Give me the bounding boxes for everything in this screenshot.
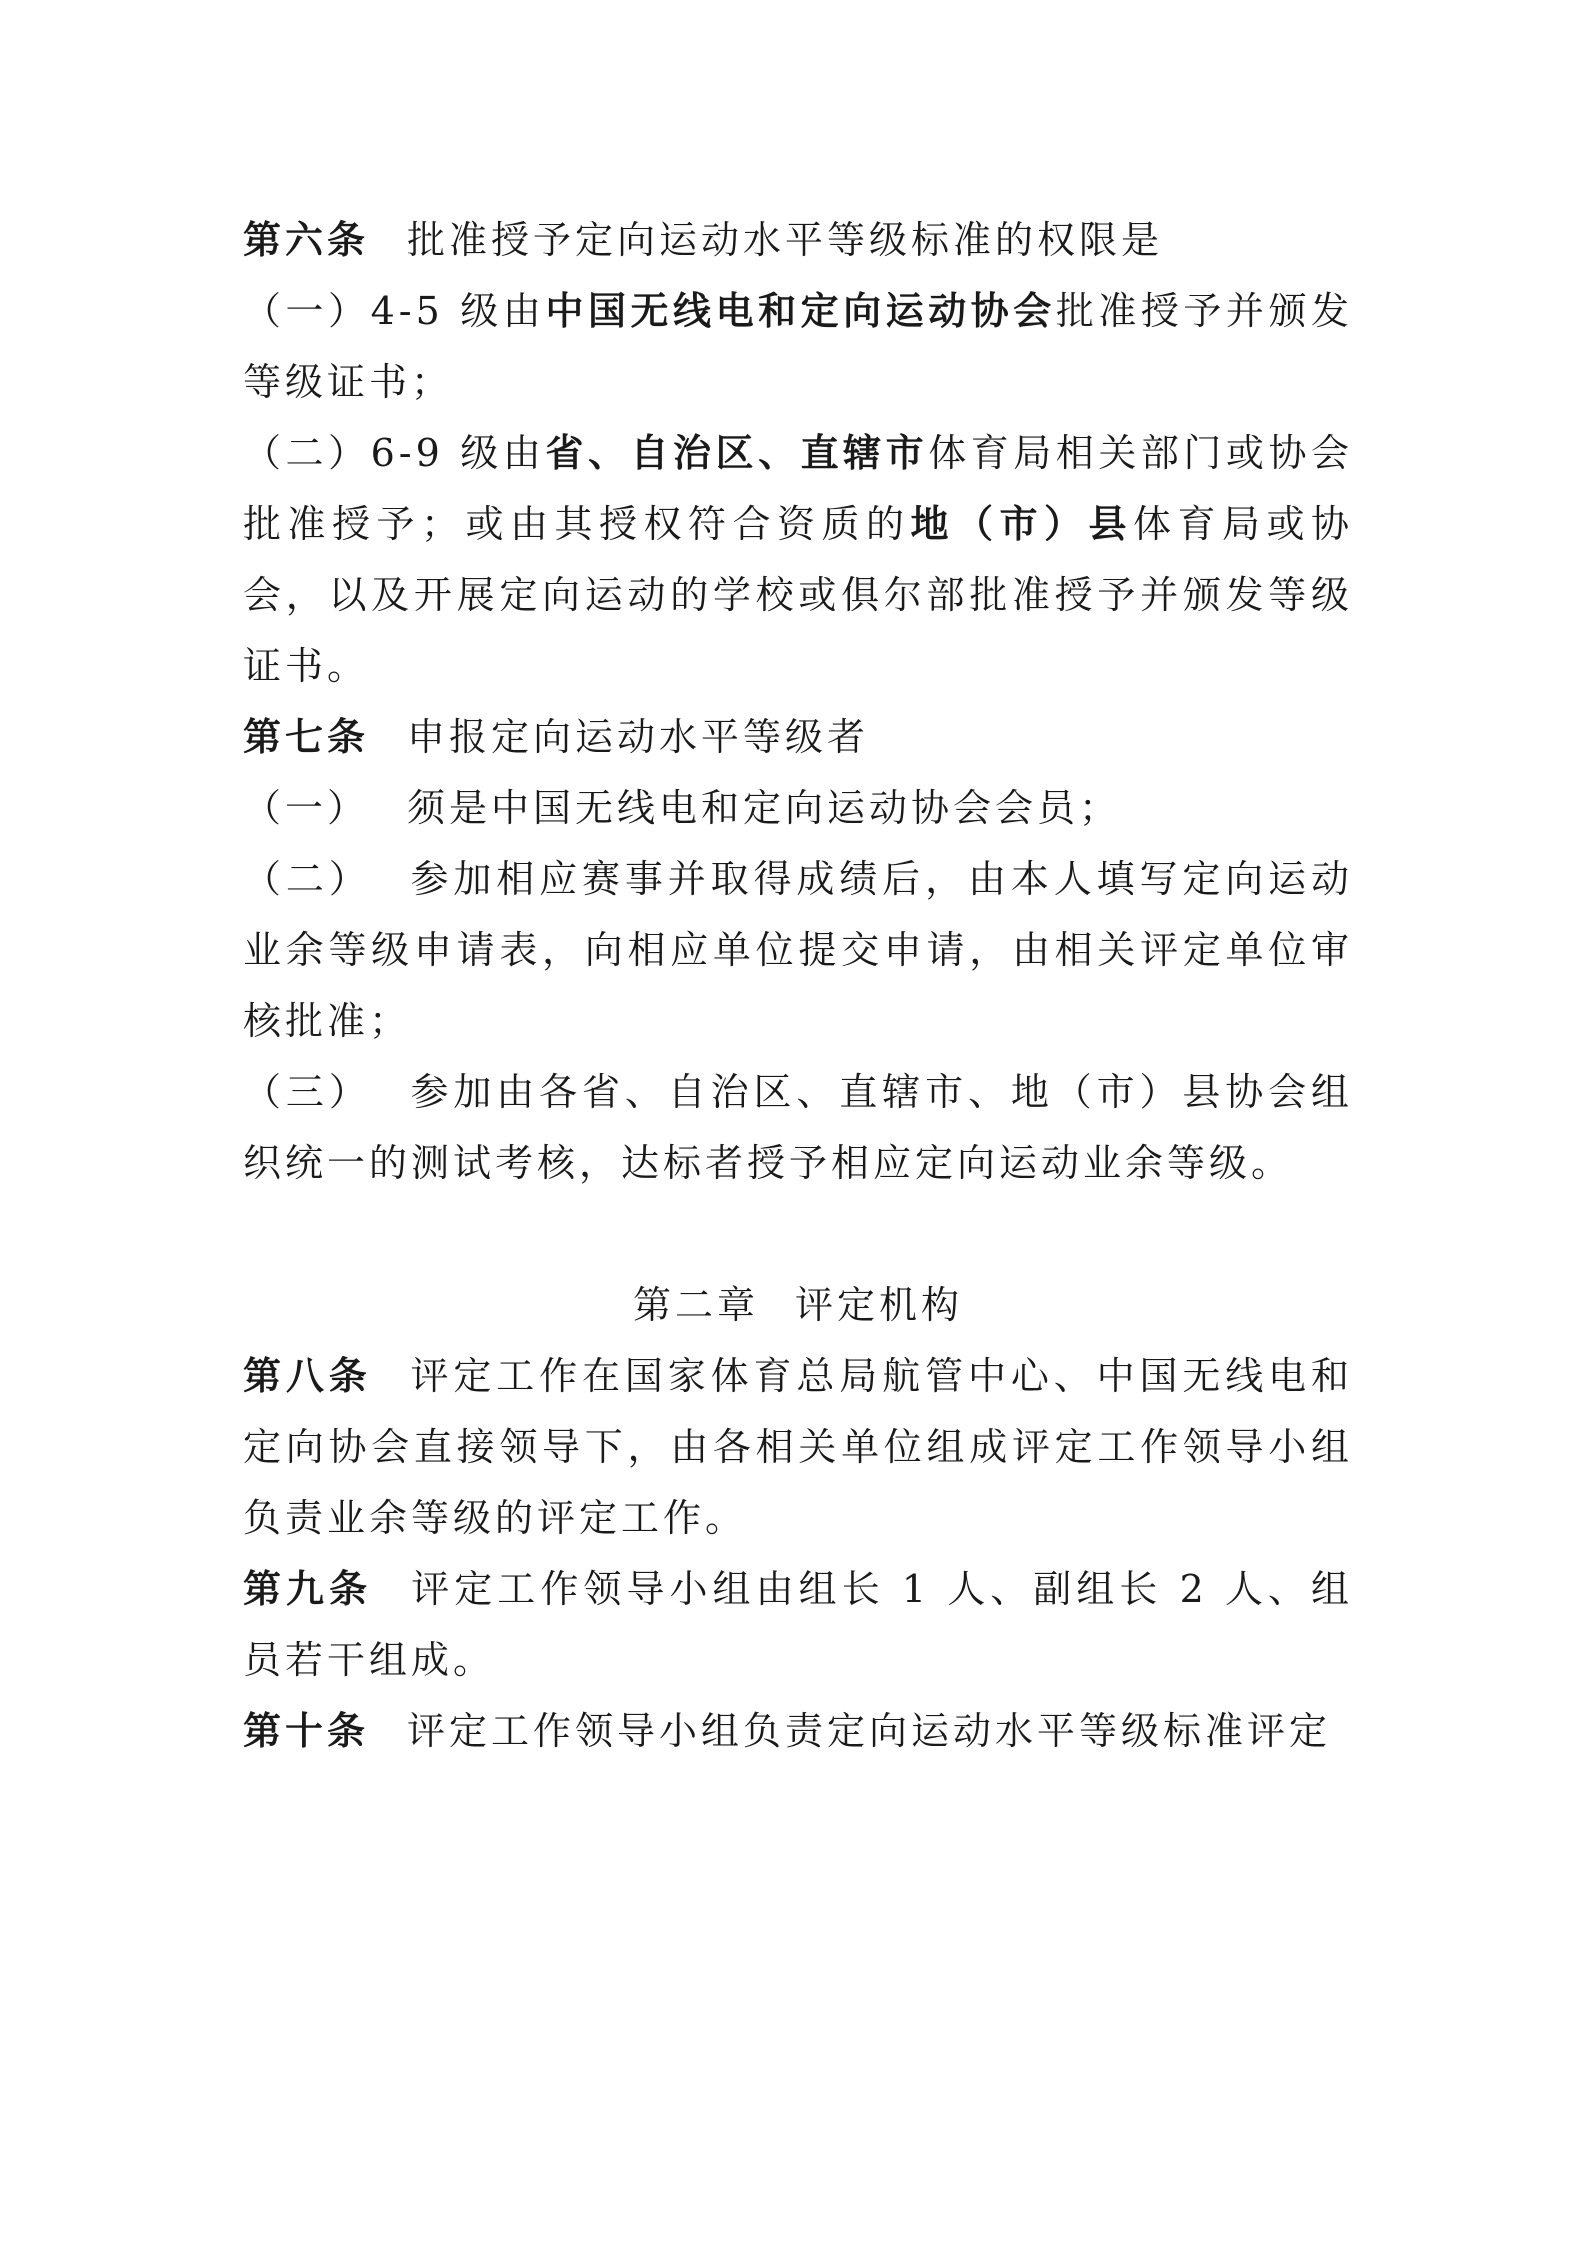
article-6-text: 批准授予定向运动水平等级标准的权限是 xyxy=(407,218,1164,262)
article-6-item-1-emphasis: 中国无线电和定向运动协会 xyxy=(545,289,1056,333)
article-6-item-1-prefix: （一）4-5 级由 xyxy=(243,289,546,333)
article-6-label: 第六条 xyxy=(243,218,370,262)
article-7-item-2-number: （二） xyxy=(243,857,372,901)
article-7-item-2 xyxy=(243,844,1353,1057)
article-7-item-1-number: （一） xyxy=(243,786,370,830)
article-6-item-2-middle: 体育局相关部门或协会批准授予；或由其授权符合资质的 xyxy=(243,431,1353,546)
article-9-label: 第九条 xyxy=(243,1567,373,1611)
article-8-label: 第八条 xyxy=(243,1354,372,1398)
article-7-item-1-text: 须是中国无线电和定向运动协会会员； xyxy=(407,786,1122,830)
article-6-item-2-suffix: 体育局或协会，以及开展定向运动的学校或俱尔部批准授予并颁发等级证书。 xyxy=(243,502,1353,688)
article-9 xyxy=(243,1554,1353,1696)
article-6-item-2-emphasis-2: 地（市）县 xyxy=(910,502,1133,546)
article-6-item-1 xyxy=(243,276,1353,418)
article-10-text: 评定工作领导小组负责定向运动水平等级标准评定 xyxy=(407,1709,1332,1753)
article-6-item-1-suffix: 批准授予并颁发等级证书； xyxy=(243,289,1353,404)
article-7-item-3-number: （三） xyxy=(243,1070,372,1114)
article-7-label: 第七条 xyxy=(243,715,370,759)
article-7-item-1 xyxy=(243,773,1353,844)
article-9-text: 评定工作领导小组由组长 1 人、副组长 2 人、组员若干组成。 xyxy=(243,1567,1353,1682)
article-10-label: 第十条 xyxy=(243,1709,370,1753)
article-8-text: 评定工作在国家体育总局航管中心、中国无线电和定向协会直接领导下，由各相关单位组成评定工作领导小组负责业余等级的评定工作。 xyxy=(243,1354,1353,1540)
article-7 xyxy=(243,702,1353,773)
chapter-heading xyxy=(243,1270,1353,1341)
document-body xyxy=(243,205,1353,1767)
article-6-item-2-emphasis-1: 省、自治区、直辖市 xyxy=(545,431,929,475)
article-6-item-2-prefix: （二）6-9 级由 xyxy=(243,431,546,475)
article-8 xyxy=(243,1341,1353,1554)
article-7-item-2-text: 参加相应赛事并取得成绩后，由本人填写定向运动业余等级申请表，向相应单位提交申请，由相关评定单位审核批准； xyxy=(243,857,1353,1043)
article-10 xyxy=(243,1696,1353,1767)
article-7-text: 申报定向运动水平等级者 xyxy=(407,715,870,759)
chapter-label: 第二章 xyxy=(632,1283,759,1327)
article-6-item-2 xyxy=(243,418,1353,702)
article-7-item-3-text: 参加由各省、自治区、直辖市、地（市）县协会组织统一的测试考核，达标者授予相应定向运动业余等级。 xyxy=(243,1070,1353,1185)
chapter-title: 评定机构 xyxy=(795,1283,964,1327)
article-7-item-3 xyxy=(243,1057,1353,1199)
article-6 xyxy=(243,205,1353,276)
